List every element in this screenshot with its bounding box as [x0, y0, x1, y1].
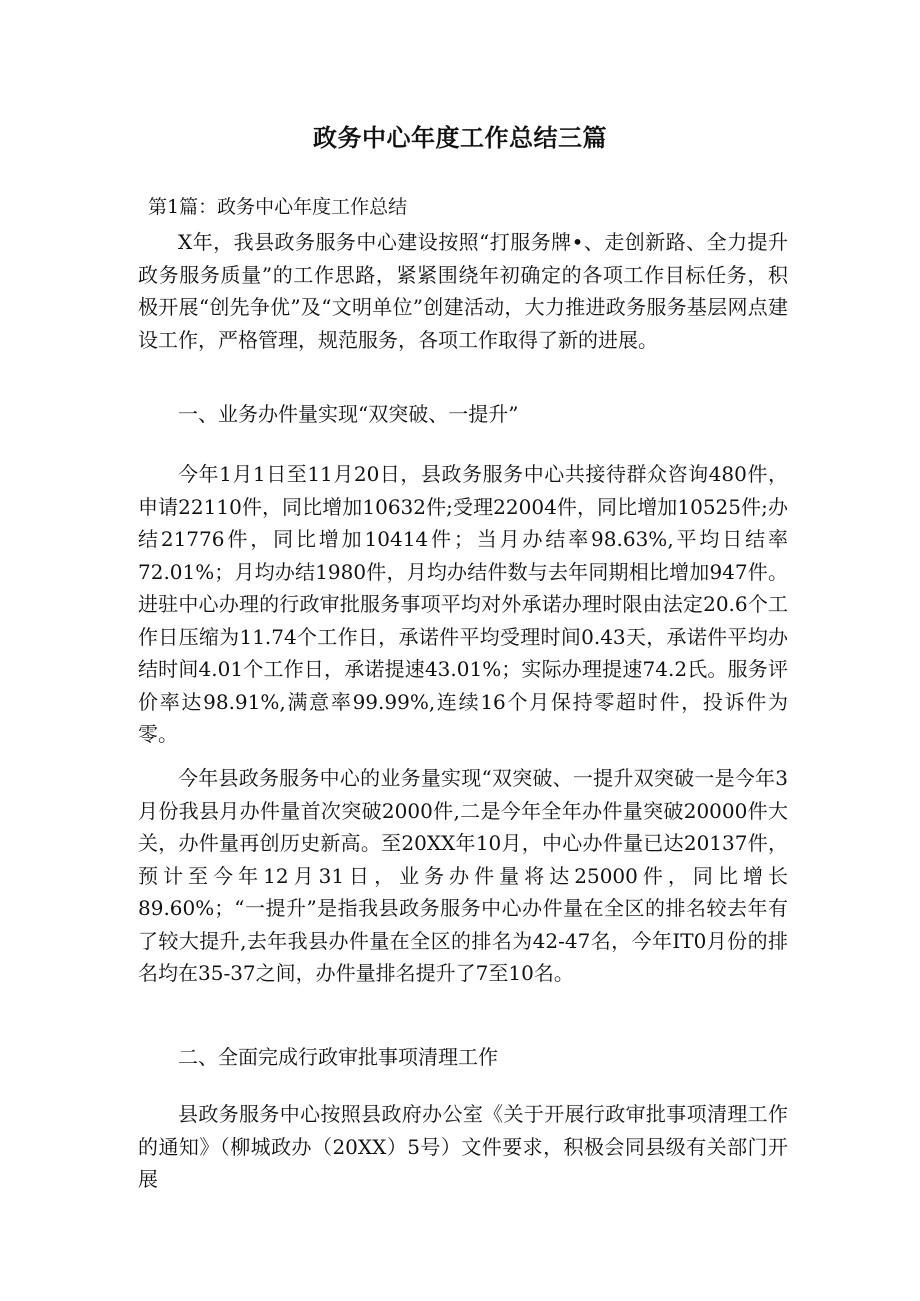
paragraph-cleanup: 县政务服务中心按照县政府办公室《关于开展行政审批事项清理工作的通知》（柳城政办（20XX）5号）文件要求，积极会同县级有关部门开展 [138, 1102, 788, 1191]
paragraph-breakthrough: 今年县政务服务中心的业务量实现“双突破、一提升双突破一是今年3月份我县月办件量首次突破2000件,二是今年全年办件量突破20000件大关，办件量再创历史新高。至20XX年10月，中心办件量已达20137件，预计至今年12月31日，业务办件量将达25000件，同比增长89.60%；“一提升”是指我县政务服务中心办件量在全区的排名较去年有了较大提升,去年我县办件量在全区的排名为42-47名，今年IT0月份的排名均在35-37之间，办件量排名提升了7至10名。 [138, 766, 788, 985]
section-heading-2: 二、全面完成行政审批事项清理工作 [178, 1045, 498, 1069]
document-title: 政务中心年度工作总结三篇 [313, 124, 607, 152]
paragraph-intro: X年，我县政务服务中心建设按照“打服务牌•、走创新路、全力提升政务服务质量”的工作思路，紧紧围绕年初确定的各项工作目标任务，积极开展“创先争优”及“文明单位”创建活动，大力推进政务服务基层网点建设工作，严格管理，规范服务，各项工作取得了新的进展。 [138, 230, 788, 352]
article-subtitle: 第1篇：政务中心年度工作总结 [148, 196, 408, 218]
section-heading-1: 一、业务办件量实现“双突破、一提升” [178, 402, 519, 426]
paragraph-statistics: 今年1月1日至11月20日，县政务服务中心共接待群众咨询480件，申请22110件，同比增加10632件;受理22004件，同比增加10525件;办结21776件，同比增加10414件；当月办结率98.63%,平均日结率72.01%；月均办结1980件，月均办结件数与去年同期相比增加947件。进驻中心办理的行政审批服务事项平均对外承诺办理时限由法定20.6个工作日压缩为11.74个工作日，承诺件平均受理时间0.43天，承诺件平均办结时间4.01个工作日，承诺提速43.01%；实际办理提速74.2氏。服务评价率达98.91%,满意率99.99%,连续16个月保持零超时件，投诉件为零。 [138, 462, 788, 746]
